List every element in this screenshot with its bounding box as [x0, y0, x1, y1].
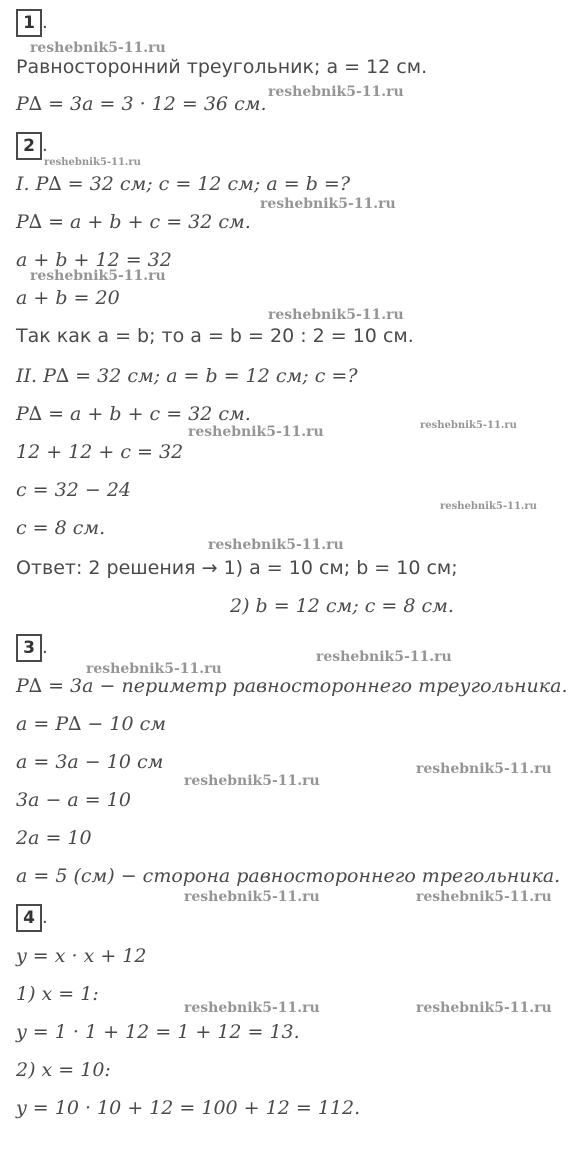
problem-3-number-dot: . — [42, 637, 48, 658]
problem-4-line-5: y = 10 · 10 + 12 = 100 + 12 = 112. — [16, 1097, 361, 1119]
watermark: reshebnik5-11.ru — [184, 773, 320, 789]
watermark: reshebnik5-11.ru — [416, 1000, 552, 1016]
problem-4-line-4: 2) x = 10: — [16, 1059, 111, 1081]
problem-2-line-10: c = 8 см. — [16, 517, 106, 539]
problem-1-line-2: P∆ = 3a = 3 · 12 = 36 см. — [16, 93, 267, 115]
watermark: reshebnik5-11.ru — [440, 501, 537, 512]
watermark: reshebnik5-11.ru — [184, 1000, 320, 1016]
watermark: reshebnik5-11.ru — [184, 889, 320, 905]
watermark: reshebnik5-11.ru — [86, 661, 222, 677]
problem-3-line-3: a = 3a − 10 см — [16, 751, 164, 773]
problem-1-number-dot: . — [42, 12, 48, 33]
problem-3-line-5: 2a = 10 — [16, 827, 92, 849]
problem-2-line-2: P∆ = a + b + c = 32 см. — [16, 211, 251, 233]
problem-2-line-7: P∆ = a + b + c = 32 см. — [16, 403, 251, 425]
watermark: reshebnik5-11.ru — [268, 84, 404, 100]
problem-4-line-2: 1) x = 1: — [16, 983, 99, 1005]
problem-4-line-1: y = x · x + 12 — [16, 945, 147, 967]
watermark: reshebnik5-11.ru — [268, 307, 404, 323]
watermark: reshebnik5-11.ru — [30, 40, 166, 56]
problem-2-line-1: I. P∆ = 32 см; c = 12 см; a = b =? — [16, 173, 351, 195]
problem-2-line-8: 12 + 12 + c = 32 — [16, 441, 184, 463]
watermark: reshebnik5-11.ru — [188, 424, 324, 440]
problem-2-answer-line-1: Ответ: 2 решения → 1) a = 10 см; b = 10 см; — [16, 557, 458, 579]
watermark: reshebnik5-11.ru — [44, 157, 141, 168]
problem-1-line-1: Равносторонний треугольник; a = 12 см. — [16, 56, 428, 78]
problem-2-number: 2 — [16, 132, 42, 160]
problem-4-line-3: y = 1 · 1 + 12 = 1 + 12 = 13. — [16, 1021, 300, 1043]
watermark: reshebnik5-11.ru — [208, 537, 344, 553]
watermark: reshebnik5-11.ru — [416, 761, 552, 777]
watermark: reshebnik5-11.ru — [420, 420, 517, 431]
watermark: reshebnik5-11.ru — [316, 649, 452, 665]
problem-2-line-6: II. P∆ = 32 см; a = b = 12 см; c =? — [16, 365, 358, 387]
problem-2-line-4: a + b = 20 — [16, 287, 120, 309]
problem-2-answer-line-2: 2) b = 12 см; c = 8 см. — [230, 595, 454, 617]
watermark: reshebnik5-11.ru — [260, 196, 396, 212]
problem-3-number: 3 — [16, 634, 42, 662]
problem-4-number-dot: . — [42, 907, 48, 928]
problem-3-line-6: a = 5 (см) − сторона равностороннего трегольника. — [16, 865, 561, 887]
problem-3-line-2: a = P∆ − 10 см — [16, 713, 166, 735]
problem-3-line-4: 3a − a = 10 — [16, 789, 131, 811]
watermark: reshebnik5-11.ru — [416, 889, 552, 905]
problem-1-number: 1 — [16, 9, 42, 37]
problem-2-line-3: a + b + 12 = 32 — [16, 249, 172, 271]
problem-2-line-9: c = 32 − 24 — [16, 479, 131, 501]
problem-2-line-5: Так как a = b; то a = b = 20 : 2 = 10 см. — [16, 325, 414, 347]
problem-3-line-1: P∆ = 3a − периметр равностороннего треугольника. — [16, 675, 568, 697]
watermark: reshebnik5-11.ru — [30, 268, 166, 284]
problem-2-number-dot: . — [42, 135, 48, 156]
problem-4-number: 4 — [16, 904, 42, 932]
